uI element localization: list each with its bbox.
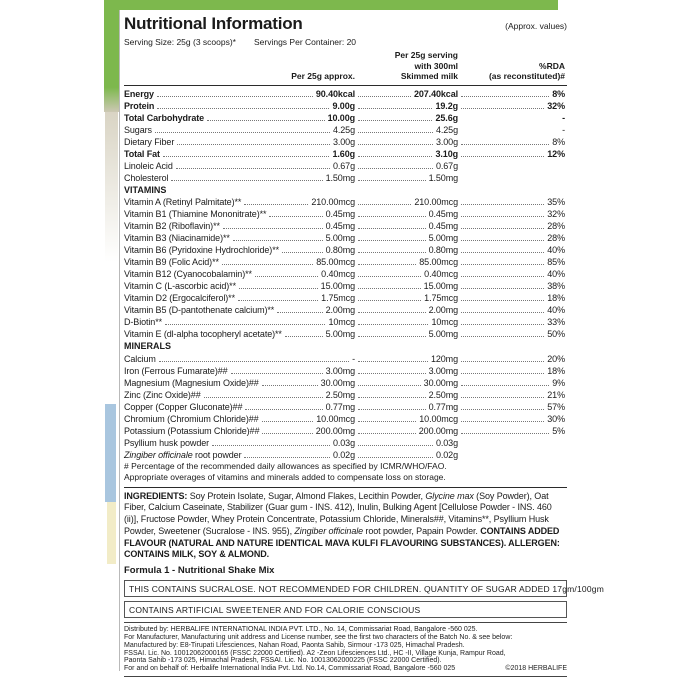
table-row [124, 160, 567, 172]
dot-leader [255, 276, 318, 277]
rda-note: # Percentage of the recommended daily allowances as specified by ICMR/WHO/FAO. [124, 460, 447, 471]
cell-value: 85.00mcg [316, 257, 355, 267]
cell-value: 4.25g [435, 124, 458, 135]
cell-value: 200.00mg [418, 425, 458, 436]
dot-leader [177, 144, 330, 145]
cell-value: 0.40mcg [321, 269, 355, 279]
cell-value: 3.00mg [325, 365, 355, 376]
cell-value: 90.40kcal [315, 88, 355, 99]
ingredients-divider [124, 487, 567, 488]
table-row [124, 316, 567, 328]
dot-leader [269, 216, 322, 217]
cell-value: 40% [547, 305, 565, 315]
dot-leader [239, 288, 318, 289]
label-header [124, 14, 567, 34]
footer-last-line [124, 665, 567, 673]
row-label: Vitamin B9 (Folic Acid)** [124, 257, 219, 267]
dot-leader [358, 324, 428, 325]
cell-value: 200.00mg [315, 425, 355, 436]
cell-value: 40% [547, 245, 565, 255]
cell-value: 25.6g [435, 112, 458, 123]
row-label: Iron (Ferrous Fumarate)## [124, 365, 228, 376]
column-headers [124, 50, 567, 82]
cell-value: 8% [552, 88, 565, 99]
cell-value: 28% [547, 221, 565, 231]
dot-leader [358, 264, 416, 265]
cell-value: 0.03g [435, 437, 458, 448]
table-row [124, 449, 567, 461]
cell-value: 2.50mg [428, 389, 458, 400]
dot-leader [159, 361, 349, 362]
table-row [124, 328, 567, 340]
product-name: Formula 1 - Nutritional Shake Mix [124, 565, 275, 577]
table-row [124, 377, 567, 389]
row-label: Vitamin C (L-ascorbic acid)** [124, 281, 236, 291]
serving-size: Serving Size: 25g (3 scoops)* [124, 37, 236, 47]
nutrition-table [124, 88, 567, 461]
cell-value: 0.45mg [325, 209, 355, 219]
cell-value: 12% [547, 148, 565, 159]
dot-leader [165, 324, 325, 325]
cell-value: 4.25g [332, 124, 355, 135]
cell-value: 5.00mg [325, 329, 355, 339]
row-label: Vitamin D2 (Ergocalciferol)** [124, 293, 235, 303]
row-label: Zingiber officinale root powder [124, 449, 242, 460]
dot-leader [358, 180, 426, 181]
cell-value: 1.50mg [428, 172, 458, 183]
cell-value: 0.45mg [325, 221, 355, 231]
row-label: Protein [124, 100, 155, 111]
dot-leader [461, 324, 544, 325]
cell-value: 1.60g [332, 148, 355, 159]
dot-leader [358, 228, 426, 229]
table-row [124, 88, 567, 100]
cell-value: - [352, 353, 355, 364]
table-row [124, 304, 567, 316]
dot-leader [358, 361, 428, 362]
servings-per-container: Servings Per Container: 20 [253, 37, 357, 47]
page-title: Nutritional Information [124, 14, 303, 33]
cell-value: 0.77mg [428, 401, 458, 412]
cell-value: 28% [547, 233, 565, 243]
table-row [124, 413, 567, 425]
dot-leader [358, 168, 433, 169]
dot-leader [461, 216, 544, 217]
dot-leader [155, 132, 330, 133]
cell-value: 33% [547, 317, 565, 327]
cell-value: 32% [547, 209, 565, 219]
dot-leader [358, 240, 426, 241]
dot-leader [358, 276, 421, 277]
dot-leader [461, 336, 544, 337]
cell-value: 0.03g [332, 437, 355, 448]
cell-value: 10.00mcg [316, 413, 355, 424]
table-row [124, 232, 567, 244]
cell-value: - [562, 124, 565, 135]
row-label: Zinc (Zinc Oxide)## [124, 389, 201, 400]
cell-value: 0.45mg [428, 221, 458, 231]
cell-value: 9% [552, 377, 565, 388]
cell-value: 3.00mg [428, 365, 458, 376]
cell-value: 5.00mg [428, 329, 458, 339]
dot-leader [461, 228, 544, 229]
table-row [124, 389, 567, 401]
dot-leader [358, 336, 426, 337]
dot-leader [358, 312, 426, 313]
dot-leader [157, 108, 329, 109]
cell-value: 35% [547, 197, 565, 207]
row-label: Vitamin A (Retinyl Palmitate)** [124, 197, 242, 207]
dot-leader [176, 168, 330, 169]
dot-leader [244, 204, 308, 205]
row-label: Energy [124, 88, 154, 99]
dot-leader [358, 300, 421, 301]
dot-leader [358, 433, 416, 434]
dot-leader [358, 373, 426, 374]
dot-leader [461, 288, 544, 289]
cell-value: 2.00mg [428, 305, 458, 315]
dot-leader [282, 252, 323, 253]
cell-value: 1.75mcg [321, 293, 355, 303]
cell-value: 0.02g [435, 449, 458, 460]
cell-value: 0.45mg [428, 209, 458, 219]
footer-block [124, 622, 567, 677]
dot-leader [461, 276, 544, 277]
row-label: Calcium [124, 353, 156, 364]
cell-value: 3.00g [435, 136, 458, 147]
cell-value: 0.67g [435, 160, 458, 171]
section-heading: MINERALS [124, 341, 171, 351]
table-row [124, 425, 567, 437]
dot-leader [461, 312, 544, 313]
dot-leader [238, 300, 318, 301]
dot-leader [358, 457, 433, 458]
dot-leader [223, 228, 323, 229]
table-row [124, 136, 567, 148]
table-row [124, 208, 567, 220]
cell-value: 32% [547, 100, 565, 111]
footer-line: Paonta Sahib -173 025, Himachal Pradesh, FSSAI. Lic. No. 10013062000225 (FSSC 22000 Certified). [124, 657, 442, 665]
col-header-with-skimmed-milk: Per 25g serving with 300ml Skimmed milk [394, 50, 458, 81]
cell-value: 85% [547, 257, 565, 267]
dot-leader [262, 433, 312, 434]
cell-value: 10.00mcg [419, 413, 458, 424]
dot-leader [461, 397, 544, 398]
cell-value: 3.00g [332, 136, 355, 147]
cell-value: 5.00mg [325, 233, 355, 243]
dot-leader [461, 385, 549, 386]
cell-value: 21% [547, 389, 565, 400]
cell-value: 3.10g [435, 148, 458, 159]
cell-value: 210.00mcg [414, 197, 458, 207]
serving-info [124, 37, 567, 47]
row-label: Total Fat [124, 148, 160, 159]
footer-behalf-text: For and on behalf of: Herbalife International India Pvt. Ltd. No.14, Commissariat Road, Bangalore -560 025 [124, 665, 456, 673]
dot-leader [358, 445, 433, 446]
dot-leader [285, 336, 323, 337]
dot-leader [461, 433, 549, 434]
dot-leader [358, 108, 432, 109]
dot-leader [262, 385, 318, 386]
row-label: Magnesium (Magnesium Oxide)## [124, 377, 259, 388]
dot-leader [358, 252, 426, 253]
cell-value: 10.00g [327, 112, 355, 123]
dot-leader [231, 373, 323, 374]
table-row [124, 100, 567, 112]
dot-leader [358, 385, 421, 386]
approx-values-note: (Approx. values) [505, 21, 567, 31]
dot-leader [461, 373, 544, 374]
table-row [124, 365, 567, 377]
cell-value: 1.75mcg [424, 293, 458, 303]
cell-value: 10mcg [431, 317, 458, 327]
dot-leader [358, 421, 416, 422]
cell-value: 40% [547, 269, 565, 279]
dot-leader [461, 361, 544, 362]
cell-value: 120mg [430, 353, 458, 364]
row-label: Linoleic Acid [124, 160, 173, 171]
cell-value: 18% [547, 293, 565, 303]
table-row [124, 112, 567, 124]
dot-leader [358, 156, 432, 157]
dot-leader [157, 96, 313, 97]
dot-leader [358, 204, 411, 205]
dot-leader [358, 96, 411, 97]
dot-leader [358, 409, 426, 410]
row-label: Vitamin B1 (Thiamine Mononitrate)** [124, 209, 267, 219]
dot-leader [461, 240, 544, 241]
row-label: Copper (Copper Gluconate)## [124, 401, 243, 412]
col-header-per-25g: Per 25g approx. [291, 71, 355, 81]
table-row [124, 196, 567, 208]
table-row [124, 437, 567, 449]
cell-value: 0.40mcg [424, 269, 458, 279]
dot-leader [204, 397, 323, 398]
dot-leader [358, 132, 433, 133]
table-row [124, 172, 567, 184]
cell-value: 8% [552, 136, 565, 147]
row-label: Psyllium husk powder [124, 437, 210, 448]
package-left-fade [105, 112, 118, 262]
warning-box: THIS CONTAINS SUCRALOSE. NOT RECOMMENDED FOR CHILDREN. QUANTITY OF SUGAR ADDED 17gm/100gm [124, 580, 567, 597]
table-row [124, 280, 567, 292]
cell-value: 57% [547, 401, 565, 412]
header-divider [124, 85, 567, 86]
footer-lines [124, 626, 567, 665]
dot-leader [461, 409, 544, 410]
cell-value: 15.00mg [423, 281, 458, 291]
cell-value: 1.50mg [325, 172, 355, 183]
row-label: Vitamin B5 (D-pantothenate calcium)** [124, 305, 275, 315]
dot-leader [461, 204, 544, 205]
cell-value: 0.77mg [325, 401, 355, 412]
warning-box: CONTAINS ARTIFICIAL SWEETENER AND FOR CALORIE CONSCIOUS [124, 601, 567, 618]
cell-value: 5% [552, 425, 565, 436]
row-label: Vitamin B12 (Cyanocobalamin)** [124, 269, 252, 279]
row-label: Vitamin B6 (Pyridoxine Hydrochloride)** [124, 245, 280, 255]
dot-leader [262, 421, 314, 422]
dot-leader [245, 409, 322, 410]
table-row [124, 148, 567, 160]
row-label: Vitamin B2 (Riboflavin)** [124, 221, 220, 231]
cell-value: 30% [547, 413, 565, 424]
row-label: Total Carbohydrate [124, 112, 205, 123]
label-content [120, 10, 604, 677]
table-row [124, 256, 567, 268]
dot-leader [461, 252, 544, 253]
table-row [124, 124, 567, 136]
table-row [124, 244, 567, 256]
cell-value: 207.40kcal [413, 88, 458, 99]
package-blue-left-edge [105, 404, 116, 502]
cell-value: 210.00mcg [311, 197, 355, 207]
dot-leader [461, 144, 549, 145]
cell-value: 2.50mg [325, 389, 355, 400]
dot-leader [358, 120, 432, 121]
row-label: Vitamin E (dl-alpha tocopheryl acetate)** [124, 329, 282, 339]
cell-value: 10mcg [328, 317, 355, 327]
dot-leader [222, 264, 313, 265]
cell-value: - [562, 112, 565, 123]
footer-line: For Manufacturer, Manufacturing unit address and License number, see the first two characters of the Batch No. & see below: [124, 634, 513, 642]
dot-leader [212, 445, 330, 446]
row-label: Vitamin B3 (Niacinamide)** [124, 233, 230, 243]
dot-leader [163, 156, 330, 157]
row-label: D-Biotin** [124, 317, 163, 327]
col-header-rda: %RDA (as reconstituted)# [488, 60, 565, 81]
dot-leader [233, 240, 323, 241]
dot-leader [244, 457, 330, 458]
cell-value: 9.00g [332, 100, 355, 111]
table-row [124, 353, 567, 365]
cell-value: 2.00mg [325, 305, 355, 315]
cell-value: 18% [547, 365, 565, 376]
cell-value: 0.67g [332, 160, 355, 171]
cell-value: 0.80mg [428, 245, 458, 255]
dot-leader [358, 216, 426, 217]
cell-value: 19.2g [435, 100, 458, 111]
footer-line: Manufactured by: E8-Tirupati Lifesciences, Nahan Road, Paonta Sahib, Sirmour -173 025, Himachal Pradesh. [124, 641, 465, 649]
section-heading: VITAMINS [124, 184, 167, 195]
cell-value: 5.00mg [428, 233, 458, 243]
table-row [124, 268, 567, 280]
cell-value: 30.00mg [320, 377, 355, 388]
notes-block [124, 461, 567, 484]
dot-leader [461, 96, 549, 97]
row-label: Cholesterol [124, 172, 169, 183]
cell-value: 0.80mg [325, 245, 355, 255]
dot-leader [171, 180, 322, 181]
dot-leader [461, 156, 544, 157]
dot-leader [358, 144, 433, 145]
dot-leader [461, 264, 544, 265]
row-label: Potassium (Potassium Chloride)## [124, 425, 260, 436]
dot-leader [461, 300, 544, 301]
package-yellow-left-edge [107, 502, 116, 564]
dot-leader [358, 397, 426, 398]
cell-value: 85.00mcg [419, 257, 458, 267]
dot-leader [461, 108, 544, 109]
row-label: Chromium (Chromium Chloride)## [124, 413, 259, 424]
row-label: Dietary Fiber [124, 136, 175, 147]
package-green-top-edge [104, 0, 558, 10]
dot-leader [207, 120, 325, 121]
package-green-left-edge [104, 0, 119, 112]
copyright-text: ©2018 HERBALIFE [505, 665, 567, 673]
ingredients-paragraph: INGREDIENTS: Soy Protein Isolate, Sugar, Almond Flakes, Lecithin Powder, Glycine max (Soy Powder), Oat Fiber, Calcium Caseinate, Stabilizer (Guar gum - INS. 412), Inulin, Bulking Agent [Cellulose Powder - INS. 460 (ii)], Fructose Powder, Whey Protein Concentrate, Potassium Chloride, Minerals##, Vitamins**, Psyllium Husk Powder, Sweetener (Sucralose - INS. 955), Zingiber officinale root powder, Papain Powder. CONTAINS ADDED FLAVOUR (NATURAL AND NATURE IDENTICAL MAVA KULFI FLAVOURING SUBSTANCES). ALLERGEN: CONTAINS MILK, SOY & ALMOND. [124, 490, 560, 560]
dot-leader [461, 421, 544, 422]
dot-leader [358, 288, 421, 289]
cell-value: 20% [547, 353, 565, 364]
table-row [124, 401, 567, 413]
cell-value: 50% [547, 329, 565, 339]
cell-value: 15.00mg [320, 281, 355, 291]
overages-note: Appropriate overages of vitamins and minerals added to compensate loss on storage. [124, 472, 446, 482]
warning-boxes [124, 580, 604, 618]
footer-line: FSSAI. Lic. No. 10012062000165 (FSSC 22000 Certified). A2 -Zeon Lifesciences Ltd., HC -II, Village Kunja, Rampur Road, [124, 649, 506, 657]
cell-value: 38% [547, 281, 565, 291]
table-row [124, 292, 567, 304]
cell-value: 30.00mg [423, 377, 458, 388]
cell-value: 0.02g [332, 449, 355, 460]
footer-line: Distributed by: HERBALIFE INTERNATIONAL INDIA PVT. LTD., No. 14, Commissariat Road, Bangalore -560 025. [124, 626, 478, 634]
dot-leader [277, 312, 322, 313]
table-row [124, 220, 567, 232]
row-label: Sugars [124, 124, 152, 135]
